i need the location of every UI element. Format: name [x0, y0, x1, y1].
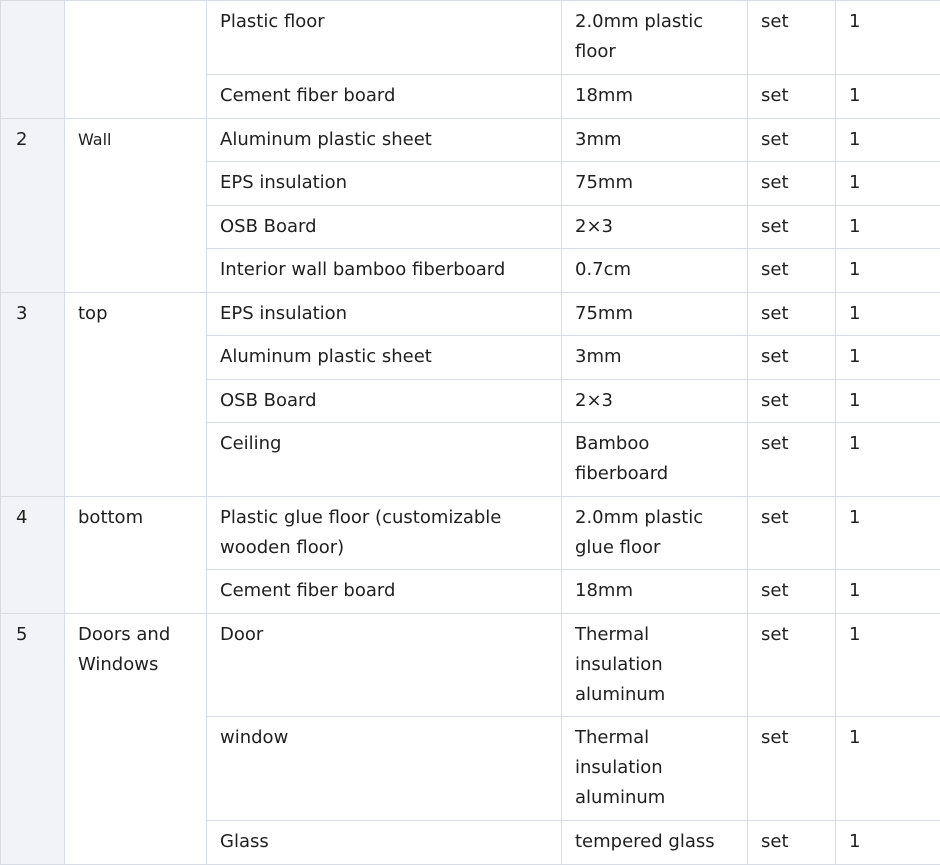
row-number-cell: 3 [1, 293, 65, 497]
item-cell: Plastic glue floor (customizable wooden floor) [207, 497, 562, 570]
spec-cell: 2×3 [562, 206, 748, 249]
item-cell: EPS insulation [207, 293, 562, 336]
unit-cell: set [748, 423, 836, 497]
unit-cell: set [748, 717, 836, 821]
qty-cell: 1 [836, 570, 940, 614]
qty-cell: 1 [836, 717, 940, 821]
row-number-cell: 5 [1, 614, 65, 865]
unit-cell: set [748, 249, 836, 293]
table-row [1, 293, 940, 336]
item-cell: Cement fiber board [207, 75, 562, 119]
row-number-cell: 4 [1, 497, 65, 614]
qty-cell: 1 [836, 249, 940, 293]
item-cell: Ceiling [207, 423, 562, 497]
part-cell: Doors and Windows [65, 614, 207, 865]
item-cell: Plastic floor [207, 1, 562, 75]
part-cell [65, 1, 207, 119]
qty-cell: 1 [836, 614, 940, 717]
spec-cell: 75mm [562, 293, 748, 336]
spec-cell: 0.7cm [562, 249, 748, 293]
row-number-cell: 2 [1, 119, 65, 293]
item-cell: OSB Board [207, 206, 562, 249]
qty-cell: 1 [836, 119, 940, 162]
qty-cell: 1 [836, 821, 940, 865]
row-number-cell [1, 1, 65, 119]
unit-cell: set [748, 380, 836, 423]
item-cell: Cement fiber board [207, 570, 562, 614]
item-cell: EPS insulation [207, 162, 562, 206]
unit-cell: set [748, 497, 836, 570]
spec-cell: 18mm [562, 75, 748, 119]
table-row [1, 497, 940, 570]
qty-cell: 1 [836, 380, 940, 423]
qty-cell: 1 [836, 206, 940, 249]
part-cell: bottom [65, 497, 207, 614]
item-cell: Interior wall bamboo fiberboard [207, 249, 562, 293]
qty-cell: 1 [836, 162, 940, 206]
table-row [1, 119, 940, 162]
part-cell: Wall [65, 119, 207, 293]
unit-cell: set [748, 614, 836, 717]
unit-cell: set [748, 162, 836, 206]
spec-cell: tempered glass [562, 821, 748, 865]
table-row [1, 1, 940, 75]
unit-cell: set [748, 75, 836, 119]
qty-cell: 1 [836, 336, 940, 380]
spec-cell: Thermal insulation aluminum [562, 717, 748, 821]
qty-cell: 1 [836, 75, 940, 119]
spec-cell: 18mm [562, 570, 748, 614]
unit-cell: set [748, 206, 836, 249]
spec-cell: Bamboo fiberboard [562, 423, 748, 497]
spec-cell: 2.0mm plastic glue floor [562, 497, 748, 570]
item-cell: window [207, 717, 562, 821]
spec-cell: Thermal insulation aluminum [562, 614, 748, 717]
table-row [1, 614, 940, 717]
table-body [1, 1, 940, 865]
unit-cell: set [748, 293, 836, 336]
unit-cell: set [748, 1, 836, 75]
unit-cell: set [748, 821, 836, 865]
part-cell: top [65, 293, 207, 497]
item-cell: OSB Board [207, 380, 562, 423]
qty-cell: 1 [836, 1, 940, 75]
item-cell: Aluminum plastic sheet [207, 336, 562, 380]
unit-cell: set [748, 119, 836, 162]
qty-cell: 1 [836, 423, 940, 497]
spec-cell: 2.0mm plastic floor [562, 1, 748, 75]
qty-cell: 1 [836, 497, 940, 570]
qty-cell: 1 [836, 293, 940, 336]
spec-cell: 3mm [562, 336, 748, 380]
item-cell: Door [207, 614, 562, 717]
unit-cell: set [748, 336, 836, 380]
item-cell: Aluminum plastic sheet [207, 119, 562, 162]
item-cell: Glass [207, 821, 562, 865]
unit-cell: set [748, 570, 836, 614]
spec-cell: 75mm [562, 162, 748, 206]
spec-cell: 3mm [562, 119, 748, 162]
spec-cell: 2×3 [562, 380, 748, 423]
